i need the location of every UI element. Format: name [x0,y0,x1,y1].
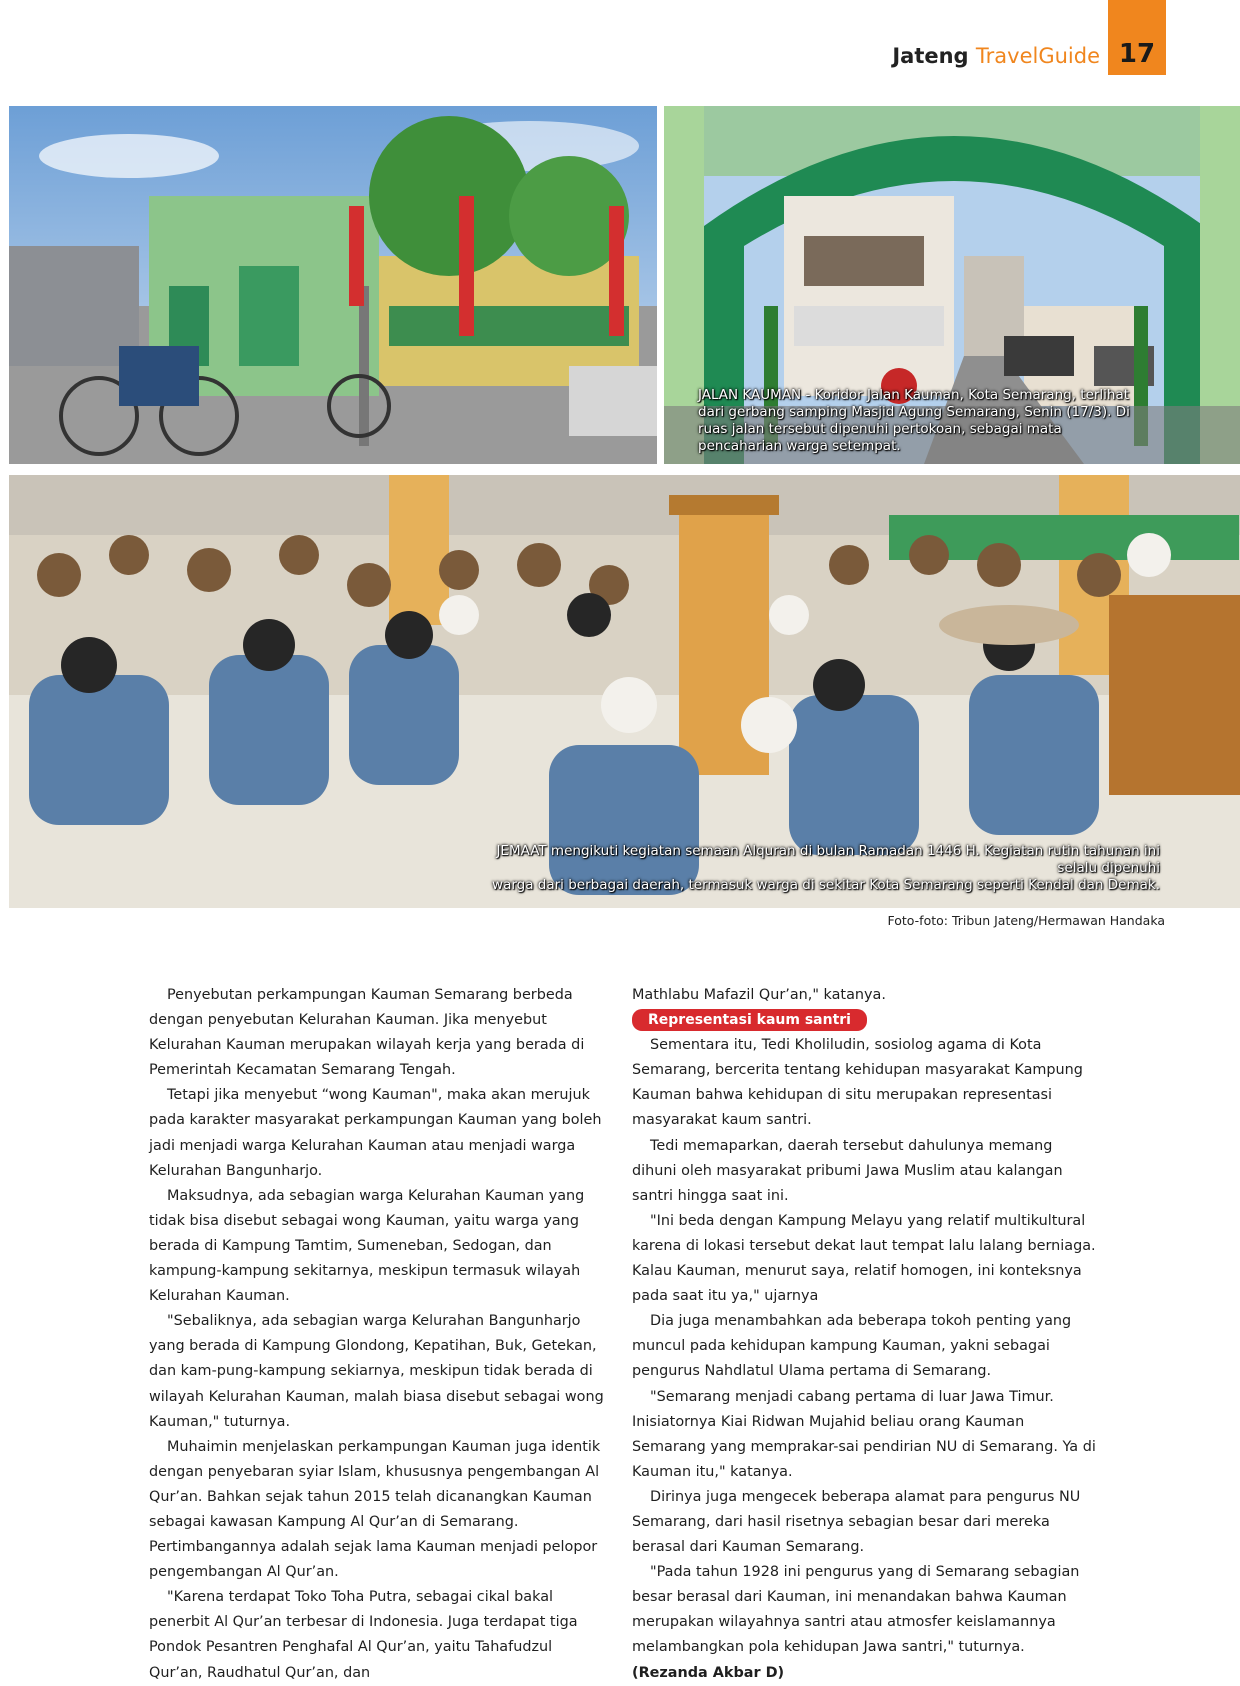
page-number: 17 [1108,0,1166,75]
paragraph: Sementara itu, Tedi Kholiludin, sosiolog agama di Kota Semarang, bercerita tentang kehidupan masyarakat Kampung Kauman bahwa kehidupan di situ merupakan representasi masyarakat kaum santri. [632,1037,1083,1129]
caption-jemaat [480,843,1160,894]
final-paragraph-text: "Pada tahun 1928 ini pengurus yang di Semarang sebagian besar berasal dari Kauman, ini menandakan bahwa Kauman merupakan wilayahnya santri atau atmosfer keislamannya melambangkan pola kehidupan Jawa santri," tuturnya. [632,1564,1080,1656]
author-credit: (Rezanda Akbar D) [632,1664,785,1681]
article-column-right [632,983,1098,1686]
caption-jemaat-line1: JEMAAT mengikuti kegiatan semaan Alquran di bulan Ramadan 1446 H. Kegiatan rutin tahunan ini selalu dipenuhi [496,843,1160,876]
paragraph: "Sebaliknya, ada sebagian warga Kelurahan Bangunharjo yang berada di Kampung Glondong, Kepatihan, Buk, Getekan, dan kam-pung-kampung sekiarnya, meskipun tidak berada di wilayah Kelurahan Kauman, malah biasa disebut sebagai wong Kauman," tuturnya. [149,1313,604,1430]
caption-jemaat-line2: warga dari berbagai daerah, termasuk warga di sekitar Kota Semarang seperti Kendal dan Demak. [492,877,1160,893]
subheading-representasi: Representasi kaum santri [632,1009,867,1031]
photo-mosque-gate [9,106,657,464]
paragraph: Muhaimin menjelaskan perkampungan Kauman juga identik dengan penyebaran syiar Islam, khususnya pengembangan Al Qur’an. Bahkan sejak tahun 2015 telah dicanangkan Kauman sebagai kawasan Kampung Al Qur’an di Semarang. Pertimbangannya adalah sejak lama Kauman menjadi pelopor pengembangan Al Qur’an. [149,1438,601,1581]
caption-jalan-kauman: JALAN KAUMAN - Koridor Jalan Kauman, Kota Semarang, terlihat dari gerbang samping Masjid Agung Semarang, Senin (17/3). Di ruas jalan tersebut dipenuhi pertokoan, sebagai mata pencaharian warga setempat. [698,387,1130,454]
paragraph: Penyebutan perkampungan Kauman Semarang berbeda dengan penyebutan Kelurahan Kauman. Jika menyebut Kelurahan Kauman merupakan wilayah kerja yang berada di Pemerintah Kecamatan Semarang Tengah. [149,987,585,1079]
paragraph: Dia juga menambahkan ada beberapa tokoh penting yang muncul pada kehidupan kampung Kauman, yakni sebagai pengurus Nahdlatul Ulama pertama di Semarang. [632,1313,1072,1380]
brand-jateng: Jateng [892,44,969,68]
paragraph: "Ini beda dengan Kampung Melayu yang relatif multikultural karena di lokasi tersebut dekat laut tempat lalu lalang berniaga. Kalau Kauman, menurut saya, relatif homogen, ini konteksnya pada saat itu ya," ujarnya [632,1212,1096,1305]
paragraph: Maksudnya, ada sebagian warga Kelurahan Kauman yang tidak bisa disebut sebagai wong Kauman, yaitu warga yang berada di Kampung Tamtim, Sumeneban, Sedogan, dan kampung-kampung sekitarnya, meskipun termasuk wilayah Kelurahan Kauman. [149,1187,585,1305]
paragraph-final [632,1560,1098,1685]
article-column-left [149,983,605,1686]
magazine-brand [892,44,1100,68]
paragraph: "Semarang menjadi cabang pertama di luar Jawa Timur. Inisiatornya Kiai Ridwan Mujahid beliau orang Kauman Semarang yang memprakar-sai pendirian NU di Semarang. Ya di Kauman itu," katanya. [632,1388,1096,1480]
paragraph-continuation: Mathlabu Mafazil Qur’an," katanya. [632,987,886,1003]
photo-credit: Foto-foto: Tribun Jateng/Hermawan Handaka [887,913,1165,928]
paragraph: Tetapi jika menyebut “wong Kauman", maka akan merujuk pada karakter masyarakat perkampungan Kauman yang boleh jadi menjadi warga Kelurahan Kauman atau menjadi warga Kelurahan Bangunharjo. [149,1087,602,1179]
paragraph: Dirinya juga mengecek beberapa alamat para pengurus NU Semarang, dari hasil risetnya sebagian besar dari mereka berasal dari Kauman Semarang. [632,1488,1081,1556]
paragraph: "Karena terdapat Toko Toha Putra, sebagai cikal bakal penerbit Al Qur’an terbesar di Indonesia. Juga terdapat tiga Pondok Pesantren Penghafal Al Qur’an, yaitu Tahafudzul Qur’an, Raudhatul Qur’an, dan [149,1589,578,1681]
paragraph: Tedi memaparkan, daerah tersebut dahulunya memang dihuni oleh masyarakat pribumi Jawa Muslim atau kalangan santri hingga saat ini. [632,1137,1063,1204]
brand-travelguide: TravelGuide [975,44,1100,68]
